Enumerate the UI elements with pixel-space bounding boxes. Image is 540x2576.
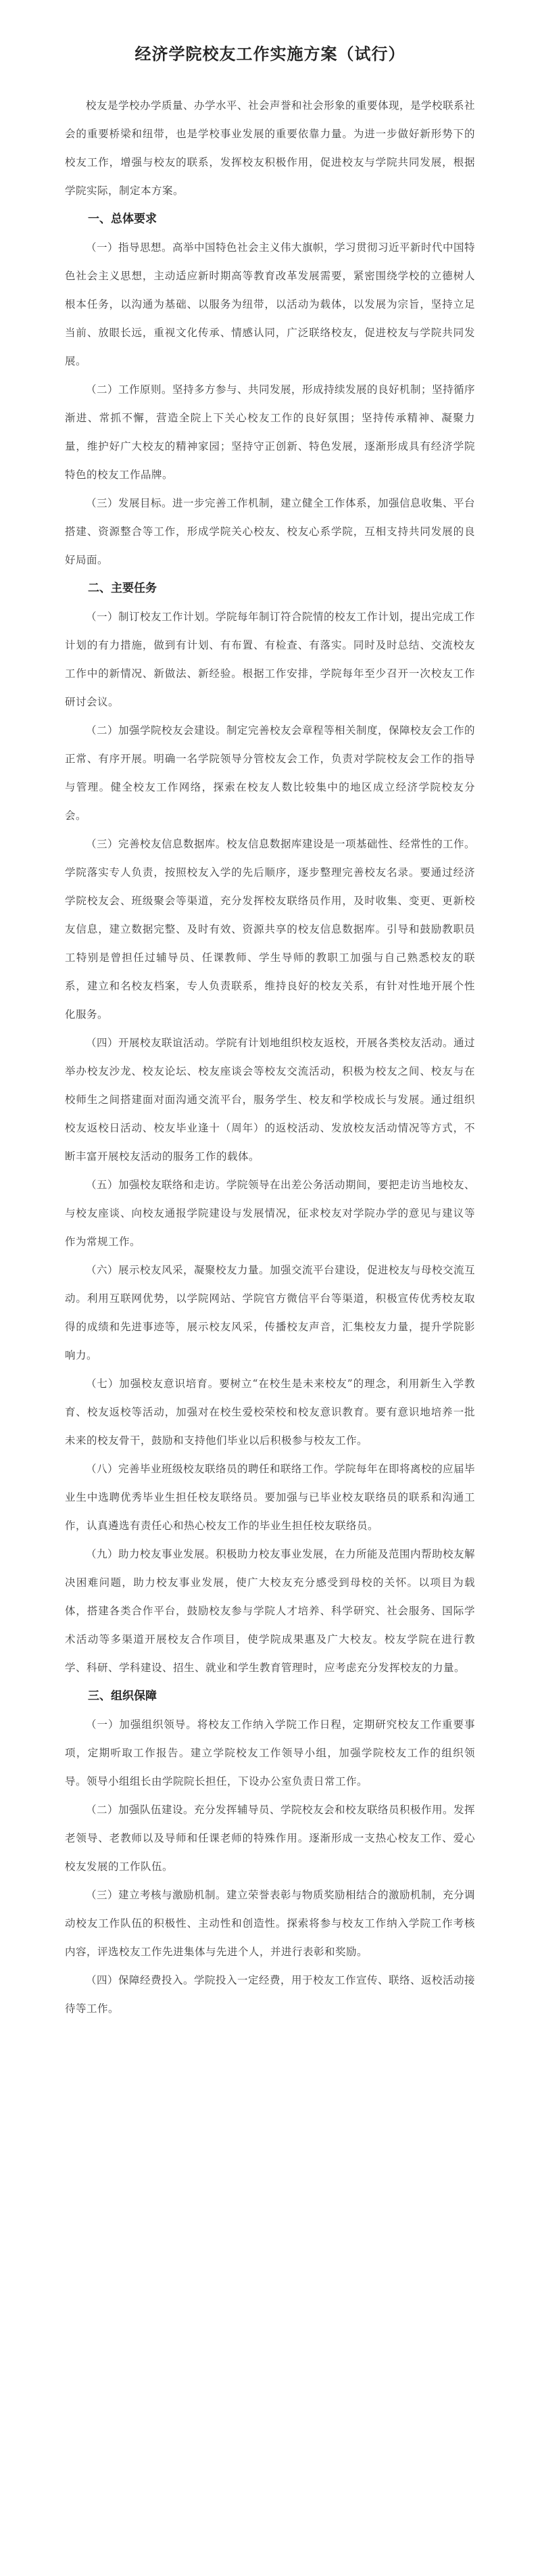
paragraph-support-4: （四）保障经费投入。学院投入一定经费，用于校友工作宣传、联络、返校活动接待等工作。 [65,1974,476,2015]
paragraph-support-2: （二）加强队伍建设。充分发挥辅导员、学院校友会和校友联络员积极作用。发挥老领导、老教师以及导师和任课老师的特殊作用。逐渐形成一支热心校友工作、爱心校友发展的工作队伍。 [65,1804,476,1873]
section-heading: 一、总体要求 [88,212,157,226]
document-title: 经济学院校友工作实施方案（试行） [134,45,406,64]
paragraph-task-1: （一）制订校友工作计划。学院每年制订符合院情的校友工作计划，提出完成工作计划的有力措施，做到有计划、有布置、有检查、有落实。同时及时总结、交流校友工作中的新情况、新做法、新经验。根据工作安排，学院每年至少召开一次校友工作研讨会议。 [65,611,476,708]
paragraph-development-goals: （三）发展目标。进一步完善工作机制，建立健全工作体系，加强信息收集、平台搭建、资源整合等工作，形成学院关心校友、校友心系学院，互相支持共同发展的良好局面。 [65,497,476,566]
paragraph-task-3: （三）完善校友信息数据库。校友信息数据库建设是一项基础性、经常性的工作。学院落实专人负责，按照校友入学的先后顺序，逐步整理完善校友名录。要通过经济学院校友会、班级聚会等渠道，充分发挥校友联络员作用，及时收集、变更、更新校友信息，建立数据完整、及时有效、资源共享的校友信息数据库。引导和鼓励教职员工特别是曾担任过辅导员、任课教师、学生导师的教职工加强与自己熟悉校友的联系，建立和名校友档案，专人负责联系，维持良好的校友关系，有针对性地开展个性化服务。 [65,838,476,1021]
intro-paragraph: 校友是学校办学质量、办学水平、社会声誉和社会形象的重要体现，是学校联系社会的重要桥梁和纽带，也是学校事业发展的重要依靠力量。为进一步做好新形势下的校友工作，增强与校友的联系，发挥校友积极作用，促进校友与学院共同发展，根据学院实际，制定本方案。 [65,99,476,197]
paragraph-task-7: （七）加强校友意识培育。要树立“在校生是未来校友”的理念，利用新生入学教育、校友返校等活动，加强对在校生爱校荣校和校友意识教育。要有意识地培养一批未来的校友骨干，鼓励和支持他们毕业以后积极参与校友工作。 [65,1378,475,1447]
paragraph-support-1: （一）加强组织领导。将校友工作纳入学院工作日程，定期研究校友工作重要事项，定期听取工作报告。建立学院校友工作领导小组，加强学院校友工作的组织领导。领导小组组长由学院院长担任，下设办公室负责日常工作。 [65,1718,475,1787]
paragraph-task-9: （九）助力校友事业发展。积极助力校友事业发展，在力所能及范围内帮助校友解决困难问题，助力校友事业发展，使广大校友充分感受到母校的关怀。以项目为载体，搭建各类合作平台，鼓励校友参与学院人才培养、科学研究、社会服务、国际学术活动等多渠道开展校友合作项目，使学院成果惠及广大校友。校友学院在进行教学、科研、学科建设、招生、就业和学生教育管理时，应考虑充分发挥校友的力量。 [65,1548,476,1674]
paragraph-work-principles: （二）工作原则。坚持多方参与、共同发展，形成持续发展的良好机制；坚持循序渐进、常抓不懈，营造全院上下关心校友工作的良好氛围；坚持传承精神、凝聚力量，维护好广大校友的精神家园；坚持守正创新、特色发展，逐渐形成具有经济学院特色的校友工作品牌。 [65,383,476,481]
paragraph-task-2: （二）加强学院校友会建设。制定完善校友会章程等相关制度，保障校友会工作的正常、有序开展。明确一名学院领导分管校友会工作，负责对学院校友会工作的指导与管理。健全校友工作网络，探索在校友人数比较集中的地区成立经济学院校友分会。 [65,724,476,822]
section-main-tasks [65,574,475,1682]
paragraph-support-3: （三）建立考核与激励机制。建立荣誉表彰与物质奖励相结合的激励机制，充分调动校友工作队伍的积极性、主动性和创造性。探索将参与校友工作纳入学院工作考核内容，评选校友工作先进集体与先进个人，并进行表彰和奖励。 [65,1889,476,1958]
section-general-requirements [65,205,475,574]
paragraph-task-4: （四）开展校友联谊活动。学院有计划地组织校友返校，开展各类校友活动。通过举办校友沙龙、校友论坛、校友座谈会等校友交流活动，积极为校友之间、校友与在校师生之间搭建面对面沟通交流平台，服务学生、校友和学校成长与发展。通过组织校友返校日活动、校友毕业逢十（周年）的返校活动、发放校友活动情况等方式，不断丰富开展校友活动的服务工作的载体。 [65,1037,476,1163]
paragraph-task-6: （六）展示校友风采，凝聚校友力量。加强交流平台建设，促进校友与母校交流互动。利用互联网优势，以学院网站、学院官方微信平台等渠道，积极宣传优秀校友取得的成绩和先进事迹等，展示校友风采，传播校友声音，汇集校友力量，提升学院影响力。 [65,1264,476,1361]
section-heading: 三、组织保障 [88,1689,157,1703]
section-organizational-support [65,1682,475,2023]
paragraph-task-5: （五）加强校友联络和走访。学院领导在出差公务活动期间，要把走访当地校友、与校友座谈、向校友通报学院建设与发展情况，征求校友对学院办学的意见与建议等作为常规工作。 [65,1179,476,1248]
paragraph-guiding-thought: （一）指导思想。高举中国特色社会主义伟大旗帜，学习贯彻习近平新时代中国特色社会主义思想，主动适应新时期高等教育改革发展需要，紧密围绕学校的立德树人根本任务，以沟通为基础、以服务为纽带，以活动为载体，以发展为宗旨，坚持立足当前、放眼长远，重视文化传承、情感认同，广泛联络校友，促进校友与学院共同发展。 [65,241,476,367]
section-heading: 二、主要任务 [88,582,157,595]
paragraph-task-8: （八）完善毕业班级校友联络员的聘任和联络工作。学院每年在即将离校的应届毕业生中选聘优秀毕业生担任校友联络员。要加强与已毕业校友联络员的联系和沟通工作，认真遴选有责任心和热心校友工作的毕业生担任校友联络员。 [65,1463,476,1532]
